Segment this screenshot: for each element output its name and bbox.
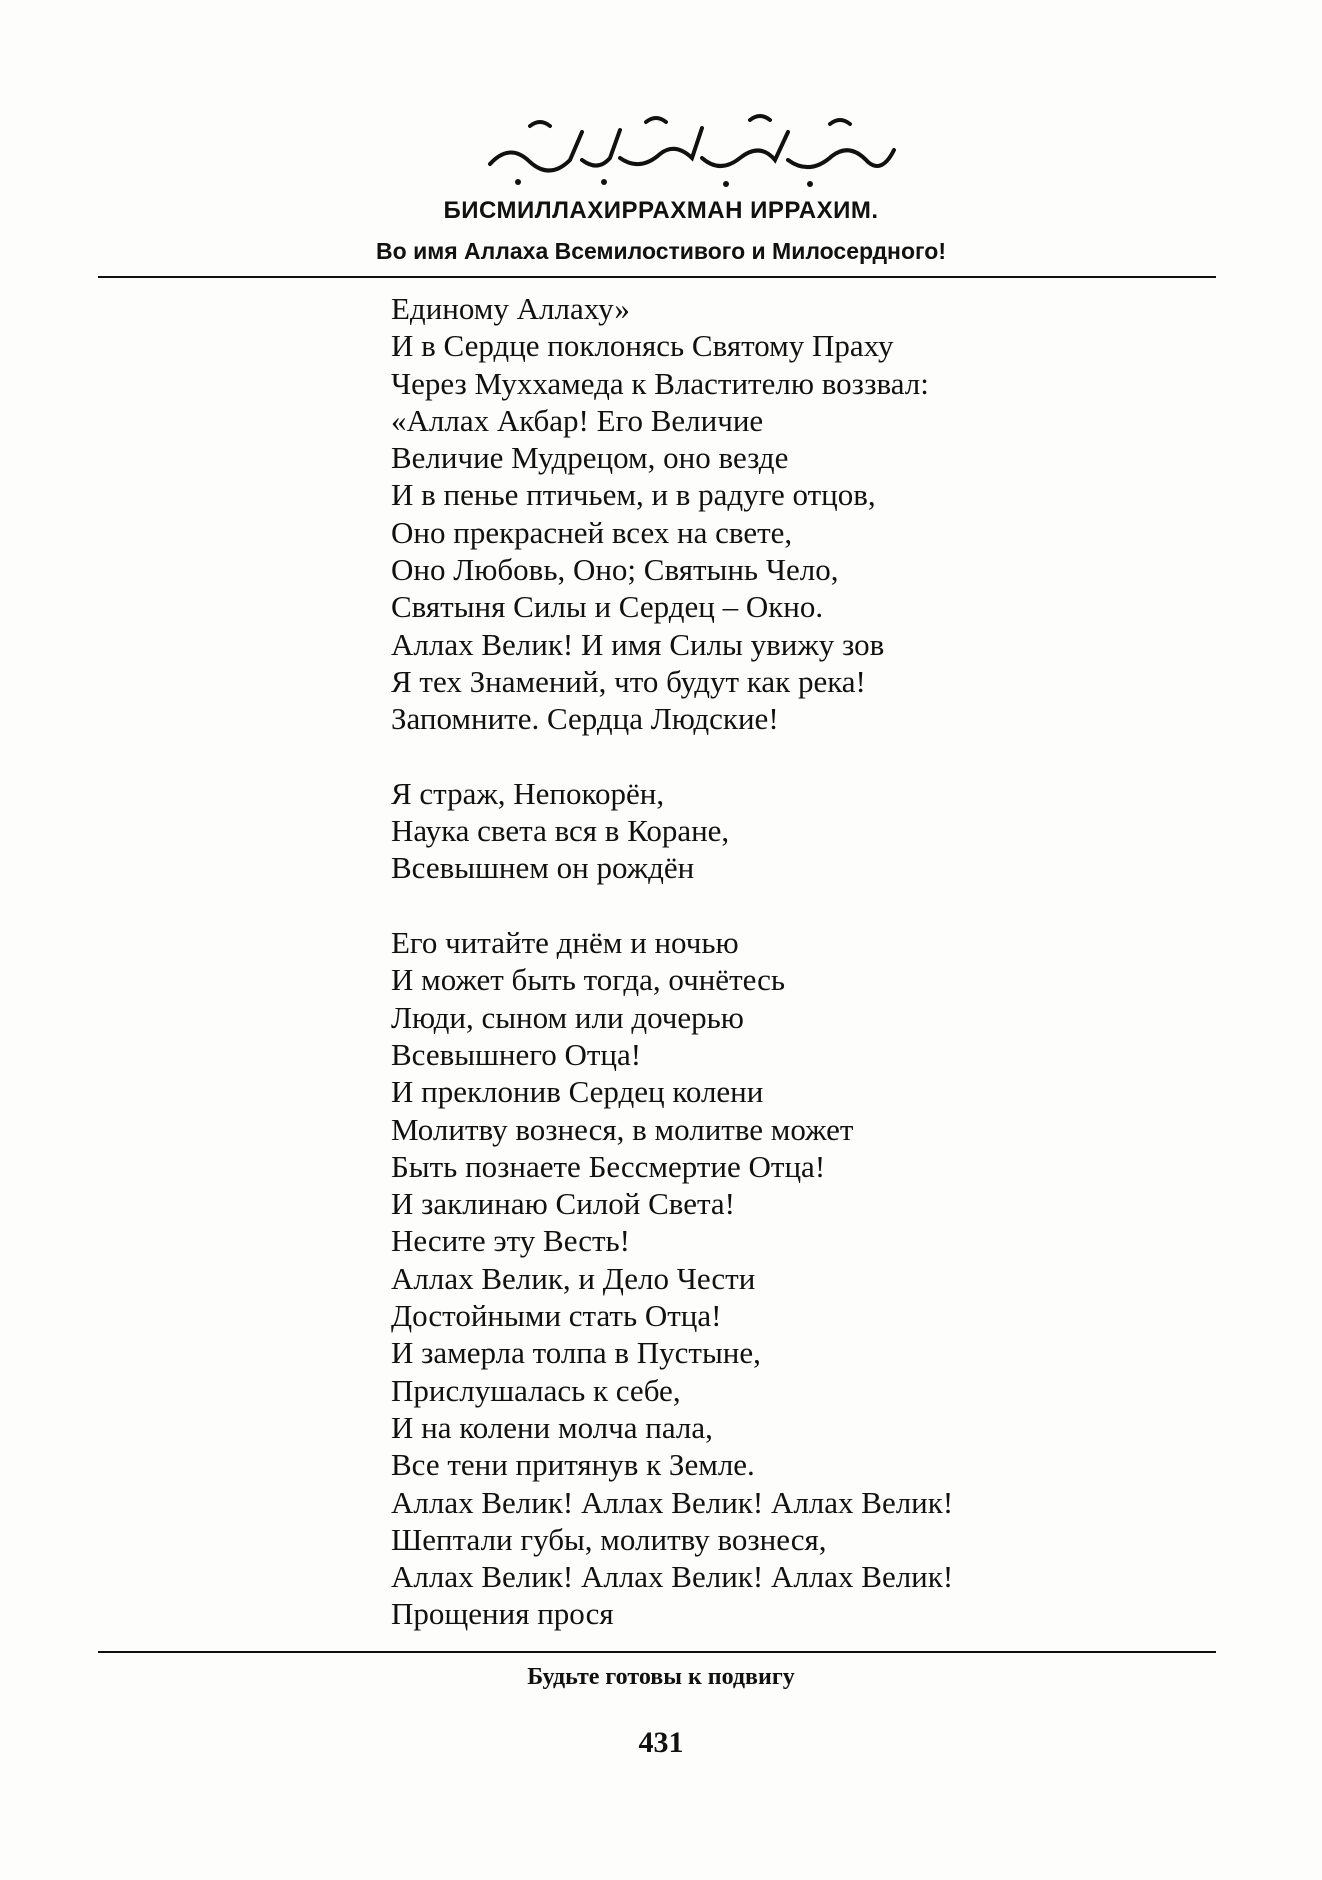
verse-line: И замерла толпа в Пустыне, [391,1335,761,1371]
verse-line: Аллах Велик! И имя Силы увижу зов [391,626,885,662]
verse-line: Аллах Велик, и Дело Чести [391,1260,756,1296]
page-number: 431 [638,1726,684,1759]
verse-line: И в пенье птичьем, и в радуге отцов, [391,477,876,513]
verse-line: Запомните. Сердца Людские! [391,701,779,737]
verse-line: Его читайте днём и ночью [391,925,739,961]
footer-divider [98,1651,1216,1653]
verse-line: Оно прекрасней всех на свете, [391,514,793,550]
verse-line: Через Муххамеда к Властителю воззвал: [391,365,929,401]
header-subtitle: Во имя Аллаха Всемилостивого и Милосердного! [376,238,946,264]
verse-line: Величие Мудрецом, оно везде [391,440,789,476]
verse-line: Быть познаете Бессмертие Отца! [391,1148,826,1184]
verse-line: Аллах Велик! Аллах Велик! Аллах Велик! [391,1484,954,1520]
verse-line: Люди, сыном или дочерью [391,999,744,1035]
verse-line: Аллах Велик! Аллах Велик! Аллах Велик! [391,1559,954,1595]
verse-line: И в Сердце поклонясь Святому Праху [391,328,894,364]
verse-line: И может быть тогда, очнётесь [391,962,786,998]
verse-line: И на колени молча пала, [391,1409,713,1445]
verse-line: Молитву вознеся, в молитве может [391,1111,854,1147]
verse-line: Оно Любовь, Оно; Святынь Чело, [391,552,839,588]
verse-line: «Аллах Акбар! Его Величие [391,402,764,438]
verse-line: И заклинаю Силой Света! [391,1186,735,1222]
verse-line: И преклонив Сердец колени [391,1074,764,1110]
verse-line: Прощения прося [391,1596,614,1632]
verse-line: Всевышнем он рождён [391,850,695,886]
verse-line: Святыня Силы и Сердец – Окно. [391,589,824,625]
verse-line: Я тех Знамений, что будут как река! [391,663,866,699]
running-footer-title: Будьте готовы к подвигу [527,1664,795,1690]
verse-line: Все тени притянув к Земле. [391,1447,755,1483]
header-title: БИСМИЛЛАХИРРАХМАН ИРРАХИМ. [443,197,879,224]
stanza-gap [391,738,1191,775]
verse-line: Единому Аллаху» [391,291,630,326]
header-divider [98,276,1216,278]
verse-line: Шептали губы, молитву вознеся, [391,1521,827,1557]
bismillah-calligraphy [470,102,910,192]
stanza-gap [391,887,1191,924]
verse-line: Несите эту Весть! [391,1223,630,1259]
verse-line: Наука света вся в Коране, [391,813,730,849]
verse-line: Я страж, Непокорён, [391,775,665,811]
stanza-3 [391,924,1191,1633]
stanza-1 [391,290,1191,738]
verse-line: Достойными стать Отца! [391,1298,722,1334]
verse-body [391,290,1191,1633]
stanza-2 [391,775,1191,887]
verse-line: Всевышнего Отца! [391,1036,642,1072]
verse-line: Прислушалась к себе, [391,1372,681,1408]
